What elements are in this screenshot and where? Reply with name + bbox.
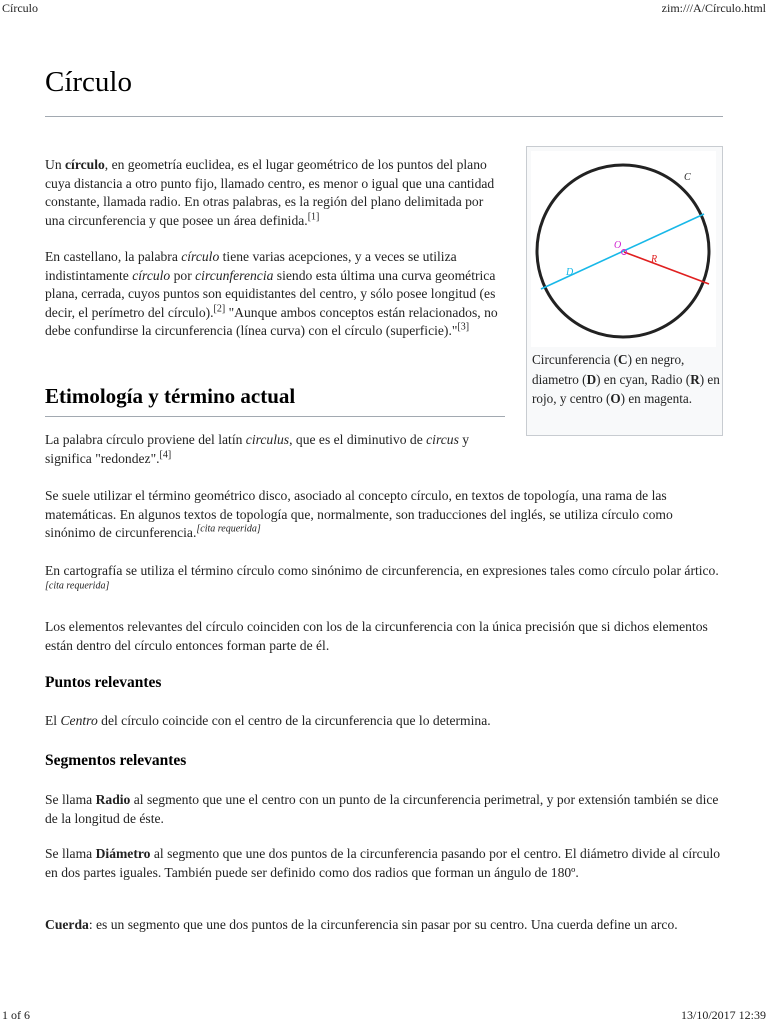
reference-link[interactable]: [3]: [457, 321, 470, 333]
section-heading-puntos: Puntos relevantes: [45, 674, 162, 691]
citation-needed-link[interactable]: [cita requerida]: [45, 579, 110, 591]
circle-figure[interactable]: [531, 151, 716, 347]
section-divider: [45, 416, 505, 417]
circle-diagram: [531, 151, 716, 347]
segmentos-paragraph-radio: Se llama Radio al segmento que une el centro con un punto de la circunferencia perimetral, y por extensión también se dice de la longitud de éste.: [45, 792, 719, 826]
puntos-paragraph: El Centro del círculo coincide con el centro de la circunferencia que lo determina.: [45, 713, 491, 728]
print-footer-date: 13/10/2017 12:39: [680, 1008, 766, 1022]
intro-paragraph-2: En castellano, la palabra círculo tiene varias acepciones, y a veces se utiliza indistintamente círculo por circunferencia siendo esta última una curva geométrica plana, cerrada, cuyos puntos son equidistantes del centro, y sólo posee longitud (es decir, el perímetro del círculo).[2] "Aunque ambos conceptos están relacionados, no debe confundirse la circunferencia (línea curva) con el círculo (superficie)."[3]: [45, 249, 498, 338]
reference-link[interactable]: [4]: [159, 448, 172, 460]
section-heading-etimologia: Etimología y término actual: [45, 384, 296, 408]
page-title: Círculo: [45, 66, 132, 98]
reference-link[interactable]: [1]: [307, 210, 320, 222]
etimologia-paragraph-3: En cartografía se utiliza el término círculo como sinónimo de circunferencia, en expresiones tales como círculo polar ártico.[cita requerida]: [45, 563, 719, 591]
figure-caption: Circunferencia (C) en negro, diametro (D) en cyan, Radio (R) en rojo, y centro (O) en magenta.: [532, 352, 720, 406]
term-circulo: círculo: [65, 157, 105, 172]
title-divider: [45, 116, 723, 117]
label-o: O: [614, 240, 622, 251]
reference-link[interactable]: [2]: [213, 302, 226, 314]
segmentos-paragraph-diametro: Se llama Diámetro al segmento que une dos puntos de la circunferencia pasando por el centro. El diámetro divide al círculo en dos partes iguales. También puede ser definido como dos radios que forman un ángulo de 180º.: [45, 846, 721, 880]
segmentos-paragraph-cuerda: Cuerda: es un segmento que une dos puntos de la circunferencia sin pasar por su centro. Una cuerda define un arco.: [45, 917, 678, 932]
intro-paragraph-1: Un círculo, en geometría euclidea, es el lugar geométrico de los puntos del plano cuya distancia a otro punto fijo, llamado centro, es menor o igual que una cantidad constante, llamada radio. En otras palabras, es la región del plano delimitada por una circunferencia y que posee un área definida.[1]: [45, 157, 495, 228]
label-d: D: [566, 267, 574, 278]
radius-line: [624, 252, 709, 284]
etimologia-paragraph-4: Los elementos relevantes del círculo coinciden con los de la circunferencia con la única precisión que si dichos elementos están dentro del círculo entonces forman parte de él.: [45, 619, 708, 653]
etimologia-paragraph-2: Se suele utilizar el término geométrico disco, asociado al concepto círculo, en textos de topología, una rama de las matemáticas. En algunos textos de topología que, normalmente, son traducciones del inglés, se utiliza círculo como sinónimo de circunferencia.[cita requerida]: [45, 488, 673, 540]
citation-needed-link[interactable]: [cita requerida]: [196, 523, 261, 535]
section-heading-segmentos: Segmentos relevantes: [45, 752, 187, 769]
print-header-url: zim:///A/Círculo.html: [661, 1, 766, 15]
label-r: R: [651, 254, 658, 265]
print-footer-page: 1 of 6: [2, 1008, 30, 1022]
etimologia-paragraph-1: La palabra círculo proviene del latín circulus, que es el diminutivo de circus y significa "redondez".[4]: [45, 432, 470, 466]
print-header-title: Círculo: [2, 1, 38, 15]
figure-infobox: [526, 146, 723, 436]
label-c: C: [684, 172, 691, 183]
